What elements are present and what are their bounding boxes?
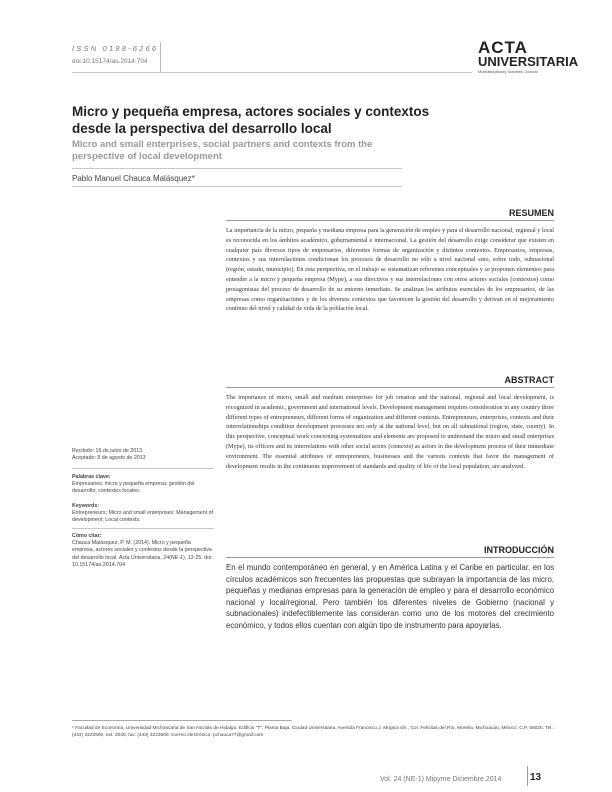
author: Pablo Manuel Chauca Malásquez* — [72, 174, 195, 183]
doi[interactable]: doi:10.15174/au.2014.704 — [72, 58, 148, 65]
title-english-line1: Micro and small enterprises, social partners and contexts from the — [72, 139, 373, 150]
header-divider — [160, 42, 161, 72]
abstract-text: The importance of micro, small and medium enterprises for job creation and the national, regional and local development, is recognized in academic, government and international levels. Development management requires consideration in any country three different types of entrepreneurs, different forms of organization and different contexts. Entrepreneurs, enterprises, contexts and their interrelationships condition development processes not only at the national level, but on all subnational (region, state, county). In this perspective, conceptual work concerning systematizes and elements are proposed to understand the micro and small enterprises (Mype), its officers and its interrelations with other social actors (contexts) as actors in the development process of their immediate environment. The essential attributes of entrepreneurs, businesses and the various contexts that favor the management of development results in the continuous improvement of standards and quality of life of the local population, are analyzed. — [226, 394, 554, 470]
title-english-line2: perspective of local development — [72, 151, 222, 162]
keywords-spanish-label: Palabras clave: — [72, 474, 111, 480]
dates — [72, 448, 214, 462]
how-to-cite-text: Chauca Malásquez, P. M. (2014). Micro y pequeña empresa, actores sociales y contextos desde la perspectiva del desarrollo local. Acta Universitaria, 24(NE-1), 13-25. doi: 10.15174/au.2014.704 — [72, 540, 213, 568]
intro-text: En el mundo contemporáneo en general, y en América Latina y el Caribe en particular, en los círculos académicos son frecuentes las propuestas que subrayan la importancia de las micro, pequeñas y medianas empresas para la generación de empleo y para el desarrollo económico nacional y local/regional. Pero también los diferentes niveles de Gobierno (nacional y subnacionales) indefectiblemente las consideran como uno de los motores del crecimiento económico, y todos ellos cuentan con algún tipo de instrumento para apoyarlas. — [226, 563, 554, 630]
logo-bottom-text: UNIVERSITARIA — [478, 54, 579, 69]
received-date: Recibido: 16 de junio de 2013 — [72, 448, 143, 454]
title-spanish — [72, 103, 472, 137]
title-spanish-line1: Micro y pequeña empresa, actores sociales y contextos — [72, 104, 430, 119]
title-spanish-line2: desde la perspectiva del desarrollo local — [72, 121, 332, 136]
title-english — [72, 139, 472, 163]
how-to-cite — [72, 533, 214, 569]
issn: ISSN 0188-6266 — [72, 44, 159, 53]
journal-logo — [478, 38, 579, 74]
footnote: * Facultad de Economía, Universidad Michoacana de San Nicolás de Hidalgo. Edificio "T", Planta Baja, Ciudad Universitaria, Avenida Francisco J. Múgica s/n., Col. Felicitas del Río, Morelia, Michoacán, México. C.P. 58030. Tel.: (443) 3223500, ext. 3046; fax: (443) 3223500. Correo electrónico: pchauca77@gmail.com — [72, 726, 554, 739]
resumen-heading: RESUMEN — [508, 208, 554, 218]
issue-info: Vol. 24 (NE-1) Mipyme Diciembre 2014 — [380, 776, 502, 783]
keywords-spanish-text: Empresarios; micro y pequeña empresa; gestión del desarrollo; contextos locales. — [72, 481, 195, 495]
abstract-heading: ABSTRACT — [504, 375, 554, 385]
resumen-rule — [226, 220, 554, 221]
title-rule — [72, 168, 402, 169]
resumen-text: La importancia de la micro, pequeña y mediana empresa para la generación de empleo y para el desarrollo nacional, regional y local es reconocida en los ámbitos académico, gubernamental e internacional. La gestión del desarrollo exige considerar que existen en cualquier país diversos tipos de empresarios, diferentes formas de organización y distintos contextos. Empresarios, empresas, contextos y sus interrelaciones condicionan los procesos de desarrollo no sólo a nivel nacional sino, sobre todo, subnacional (región, estado, municipio). En esta perspectiva, en el trabajo se sistematizan referentes conceptuales y se proponen elementos para entender a la micro y pequeña empresa (Mype), a sus directivos y sus interrelaciones con otros actores sociales (contextos) como protagonistas del proceso de desarrollo de su entorno inmediato. Se analizan los atributos esenciales de los empresarios, de las empresas como organizaciones y de los diversos contextos que favorecen la gestión del desarrollo y derivan en el mejoramiento continuo del nivel y calidad de vida de la población local. — [226, 227, 554, 313]
keywords-english — [72, 503, 214, 525]
keywords-spanish — [72, 474, 214, 496]
intro-heading: INTRODUCCIÓN — [484, 545, 554, 555]
logo-tagline: Multidisciplinary Scientific Journal — [478, 69, 538, 74]
accepted-date: Aceptado: 8 de agosto de 2013 — [72, 455, 146, 462]
sidebar-rule-1 — [72, 468, 214, 469]
footnote-rule — [72, 720, 292, 721]
intro-rule — [226, 557, 554, 558]
how-to-cite-label: Cómo citar: — [72, 533, 102, 539]
header-rule — [72, 72, 472, 73]
logo-top-text: ACTA — [478, 38, 528, 57]
page-number: 13 — [530, 772, 542, 783]
page-number-divider — [527, 766, 528, 786]
abstract-rule — [226, 387, 554, 388]
keywords-english-label: Keywords: — [72, 503, 100, 509]
keywords-english-text: Entrepreneurs; Micro and small enterprises; Management of development; Local contexts. — [72, 510, 214, 524]
sidebar-rule-2 — [72, 528, 214, 529]
author-rule — [72, 186, 402, 187]
